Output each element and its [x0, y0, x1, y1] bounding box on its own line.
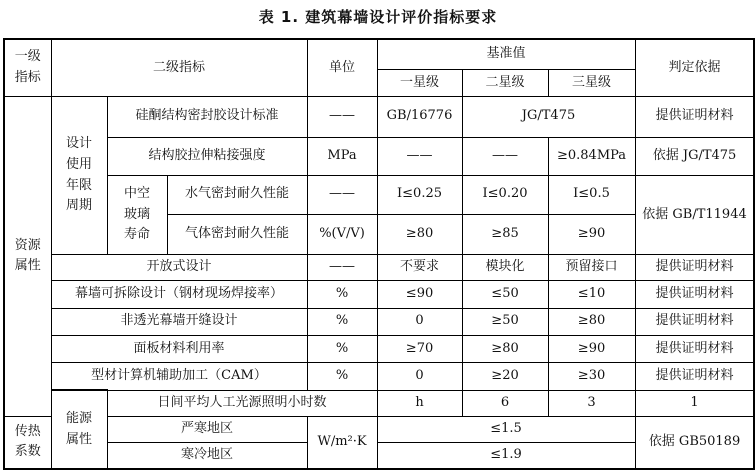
detach-basis: 提供证明材料: [635, 281, 754, 308]
table-caption: 表 1. 建筑幕墙设计评价指标要求: [258, 8, 498, 26]
glass-basis: 依据 GB/T11944: [635, 176, 754, 255]
open-basis: 提供证明材料: [635, 254, 754, 280]
resource-label: 资源 属性: [4, 97, 51, 417]
gas-name: 气体密封耐久性能: [167, 214, 307, 254]
detach-unit: %: [307, 281, 377, 308]
tensile-basis: 依据 JG/T475: [635, 137, 754, 175]
joint-name: 非透光幕墙开缝设计: [51, 308, 307, 335]
cold-name: 寒冷地区: [107, 443, 307, 469]
cam-star3: ≥30: [548, 363, 635, 390]
cam-star1: 0: [377, 363, 462, 390]
tensile-unit: MPa: [307, 137, 377, 175]
detach-star1: ≤90: [377, 281, 462, 308]
tensile-star3: ≥0.84MPa: [548, 137, 635, 175]
open-star1: 不要求: [377, 254, 462, 280]
silicone-basis: 提供证明材料: [635, 97, 754, 137]
open-unit: ——: [307, 254, 377, 280]
tensile-name: 结构胶拉伸粘接强度: [107, 137, 307, 175]
daylight-star2: 3: [548, 390, 635, 416]
cold-value: ≤1.9: [377, 443, 635, 469]
vapor-star2: I≤0.20: [462, 176, 548, 214]
daylight-star1: 6: [462, 390, 548, 416]
detach-star3: ≤10: [548, 281, 635, 308]
open-star2: 模块化: [462, 254, 548, 280]
detach-star2: ≤50: [462, 281, 548, 308]
panel-unit: %: [307, 335, 377, 362]
heat-unit: W/m²·K: [307, 416, 377, 469]
joint-unit: %: [307, 308, 377, 335]
joint-star2: ≥50: [462, 308, 548, 335]
detach-name: 幕墙可拆除设计（钢材现场焊接率）: [51, 281, 307, 308]
panel-star3: ≥90: [548, 335, 635, 362]
joint-star1: 0: [377, 308, 462, 335]
silicone-star1: GB/16776: [377, 97, 462, 137]
joint-basis: 提供证明材料: [635, 308, 754, 335]
header-level2: 二级指标: [51, 39, 307, 97]
design-life-label: 设计 使用 年限 周期: [51, 97, 107, 255]
evaluation-table: [3, 38, 755, 470]
tensile-star1: ——: [377, 137, 462, 175]
gas-star1: ≥80: [377, 214, 462, 254]
gas-star2: ≥85: [462, 214, 548, 254]
cam-unit: %: [307, 363, 377, 390]
vapor-unit: ——: [307, 176, 377, 214]
gas-unit: %(V/V): [307, 214, 377, 254]
open-name: 开放式设计: [51, 254, 307, 280]
heat-label: 传热 系数: [4, 416, 51, 469]
header-star3: 三星级: [548, 69, 635, 96]
header-unit: 单位: [307, 39, 377, 97]
energy-label: 能源 属性: [51, 390, 107, 469]
vapor-star3: I≤0.5: [548, 176, 635, 214]
header-baseline: 基准值: [377, 39, 635, 69]
cam-name: 型材计算机辅助加工（CAM）: [51, 363, 307, 390]
header-star2: 二星级: [462, 69, 548, 96]
cam-basis: 提供证明材料: [635, 363, 754, 390]
cam-star2: ≥20: [462, 363, 548, 390]
silicone-name: 硅酮结构密封胶设计标准: [107, 97, 307, 137]
open-star3: 预留接口: [548, 254, 635, 280]
hollow-glass-label: 中空 玻璃 寿命: [107, 176, 167, 255]
header-level1: 一级 指标: [4, 39, 51, 97]
header-star1: 一星级: [377, 69, 462, 96]
daylight-star3: 1: [635, 390, 754, 416]
gas-star3: ≥90: [548, 214, 635, 254]
tensile-star2: ——: [462, 137, 548, 175]
daylight-name: 日间平均人工光源照明小时数: [107, 390, 377, 416]
joint-star3: ≥80: [548, 308, 635, 335]
header-basis: 判定依据: [635, 39, 754, 97]
panel-star1: ≥70: [377, 335, 462, 362]
vapor-star1: I≤0.25: [377, 176, 462, 214]
silicone-unit: ——: [307, 97, 377, 137]
panel-basis: 提供证明材料: [635, 335, 754, 362]
heat-basis: 依据 GB50189: [635, 416, 754, 469]
vapor-name: 水气密封耐久性能: [167, 176, 307, 214]
cold-severe-name: 严寒地区: [107, 416, 307, 442]
panel-name: 面板材料利用率: [51, 335, 307, 362]
daylight-unit: h: [377, 390, 462, 416]
cold-severe-value: ≤1.5: [377, 416, 635, 442]
panel-star2: ≥80: [462, 335, 548, 362]
silicone-star23: JG/T475: [462, 97, 635, 137]
